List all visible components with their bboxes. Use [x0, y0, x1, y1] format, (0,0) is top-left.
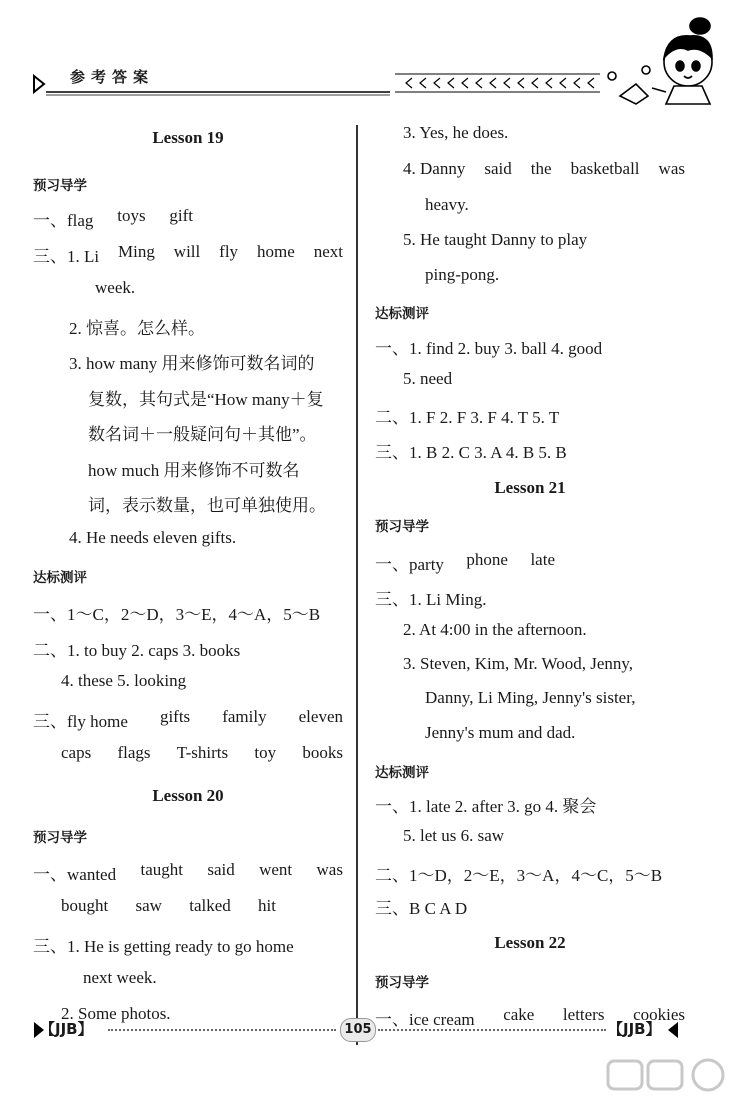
answer-line: 一、1～C，2～D，3～E，4～A，5～B — [33, 605, 321, 624]
answer-word: will — [173, 242, 201, 261]
answer-word: saw — [135, 896, 162, 915]
answer-word: flags — [117, 743, 151, 762]
answer-line: 三、1. He is getting ready to go home — [33, 937, 294, 956]
answer-line: heavy. — [425, 195, 469, 214]
answer-line: 数名词＋一般疑问句＋其他”。 — [88, 425, 317, 444]
answer-word: toy — [254, 743, 277, 762]
answer-word: basketball — [570, 159, 640, 178]
answer-line: 3. Steven, Kim, Mr. Wood, Jenny, — [403, 654, 634, 673]
header-decoration — [0, 0, 750, 110]
lesson-heading: Lesson 21 — [494, 478, 566, 497]
answer-line: 二、1. to buy 2. caps 3. books — [33, 641, 241, 660]
watermark-logo-icon — [600, 1055, 750, 1115]
answer-line: next week. — [83, 968, 157, 987]
answer-word: said — [207, 860, 235, 879]
answer-word: family — [222, 707, 267, 726]
answer-line — [61, 743, 343, 763]
answer-word: hit — [258, 896, 276, 915]
answer-word: books — [302, 743, 343, 762]
answer-word: 一、wanted — [33, 865, 117, 884]
answer-line — [33, 860, 343, 885]
answer-line: 4. He needs eleven gifts. — [69, 528, 237, 547]
answer-line: 5. let us 6. saw — [403, 826, 505, 845]
answer-line: 3. how many 用来修饰可数名词的 — [69, 354, 315, 373]
page-number: 105 — [340, 1018, 376, 1042]
answer-word: letters — [562, 1005, 605, 1024]
answer-word: T-shirts — [176, 743, 229, 762]
answer-word: cake — [503, 1005, 535, 1024]
section-heading: 预习导学 — [375, 975, 429, 991]
footer-arrow-right-icon — [668, 1022, 678, 1038]
answer-line: 2. Some photos. — [61, 1004, 171, 1023]
answer-line: 三、B C A D — [375, 899, 468, 918]
girl-mascot-icon — [608, 18, 712, 104]
answer-line: 一、1. find 2. buy 3. ball 4. good — [375, 339, 603, 358]
answer-word: went — [259, 860, 293, 879]
lesson-heading: Lesson 22 — [494, 933, 566, 952]
answer-word: eleven — [298, 707, 343, 726]
answer-word: fly — [219, 242, 239, 261]
answer-word: was — [316, 860, 343, 879]
chevron-strip-icon — [406, 78, 594, 88]
answer-word: next — [313, 242, 343, 261]
answer-word: gift — [169, 206, 193, 225]
footer-dots-right — [378, 1029, 606, 1031]
answer-word: 三、fly home — [33, 712, 128, 731]
answer-line — [33, 206, 193, 231]
section-heading: 达标测评 — [375, 306, 429, 322]
answer-line: 2. At 4:00 in the afternoon. — [403, 620, 587, 639]
answer-word: 4. Danny — [403, 159, 466, 178]
answer-word: 一、flag — [33, 211, 94, 230]
answer-line — [403, 159, 685, 179]
section-heading: 达标测评 — [375, 765, 429, 781]
answer-word: 一、party — [375, 555, 444, 574]
answer-word: said — [484, 159, 512, 178]
answer-line — [33, 707, 343, 732]
answer-line: 5. He taught Danny to play — [403, 230, 588, 249]
answer-line — [61, 896, 276, 916]
section-heading: 达标测评 — [33, 570, 87, 586]
answer-word: 三、1. Li — [33, 247, 100, 266]
answer-line: Jenny's mum and dad. — [425, 723, 576, 742]
answer-line — [33, 242, 343, 267]
answer-line: 复数，其句式是“How many＋复 — [88, 390, 324, 409]
answer-line: 二、1. F 2. F 3. F 4. T 5. T — [375, 408, 560, 427]
footer-tag-left: 【JJB】 — [40, 1020, 93, 1038]
answer-word: caps — [61, 743, 92, 762]
header-title: 参考答案 — [70, 68, 155, 86]
answer-word: talked — [189, 896, 231, 915]
answer-line: 5. need — [403, 369, 453, 388]
lesson-heading: Lesson 19 — [152, 128, 224, 147]
answer-line: 3. Yes, he does. — [403, 123, 509, 142]
answer-line: 二、1～D，2～E，3～A，4～C，5～B — [375, 866, 663, 885]
lesson-heading: Lesson 20 — [152, 786, 224, 805]
answer-word: Ming — [118, 242, 155, 261]
answer-line: 4. these 5. looking — [61, 671, 187, 690]
footer-tag-right: 【JJB】 — [608, 1020, 661, 1038]
answer-word: taught — [140, 860, 183, 879]
answer-word: 一、ice cream — [375, 1010, 475, 1029]
answer-line: 2. 惊喜。怎么样。 — [69, 319, 205, 338]
arrow-marker-icon — [34, 76, 44, 92]
section-heading: 预习导学 — [375, 519, 429, 535]
answer-word: gifts — [159, 707, 191, 726]
section-heading: 预习导学 — [33, 178, 87, 194]
answer-line: 一、1. late 2. after 3. go 4. 聚会 — [375, 797, 597, 816]
column-divider — [356, 125, 358, 1045]
answer-line: Danny, Li Ming, Jenny's sister, — [425, 688, 636, 707]
answer-word: cookies — [633, 1005, 685, 1024]
answer-line — [375, 550, 555, 575]
answer-line: 三、1. Li Ming. — [375, 590, 487, 609]
answer-word: phone — [466, 550, 508, 569]
answer-word: late — [530, 550, 555, 569]
answer-word: home — [256, 242, 295, 261]
answer-line: 三、1. B 2. C 3. A 4. B 5. B — [375, 443, 567, 462]
footer-dots-left — [108, 1029, 336, 1031]
answer-word: bought — [61, 896, 109, 915]
page-header — [0, 0, 750, 110]
answer-word: was — [658, 159, 685, 178]
answer-word: the — [530, 159, 552, 178]
answer-line: week. — [95, 278, 136, 297]
answer-line: ping-pong. — [425, 265, 500, 284]
answer-word: toys — [117, 206, 146, 225]
answer-line: how much 用来修饰不可数名 — [88, 461, 300, 480]
answer-line: 词，表示数量，也可单独使用。 — [88, 496, 326, 515]
section-heading: 预习导学 — [33, 830, 87, 846]
